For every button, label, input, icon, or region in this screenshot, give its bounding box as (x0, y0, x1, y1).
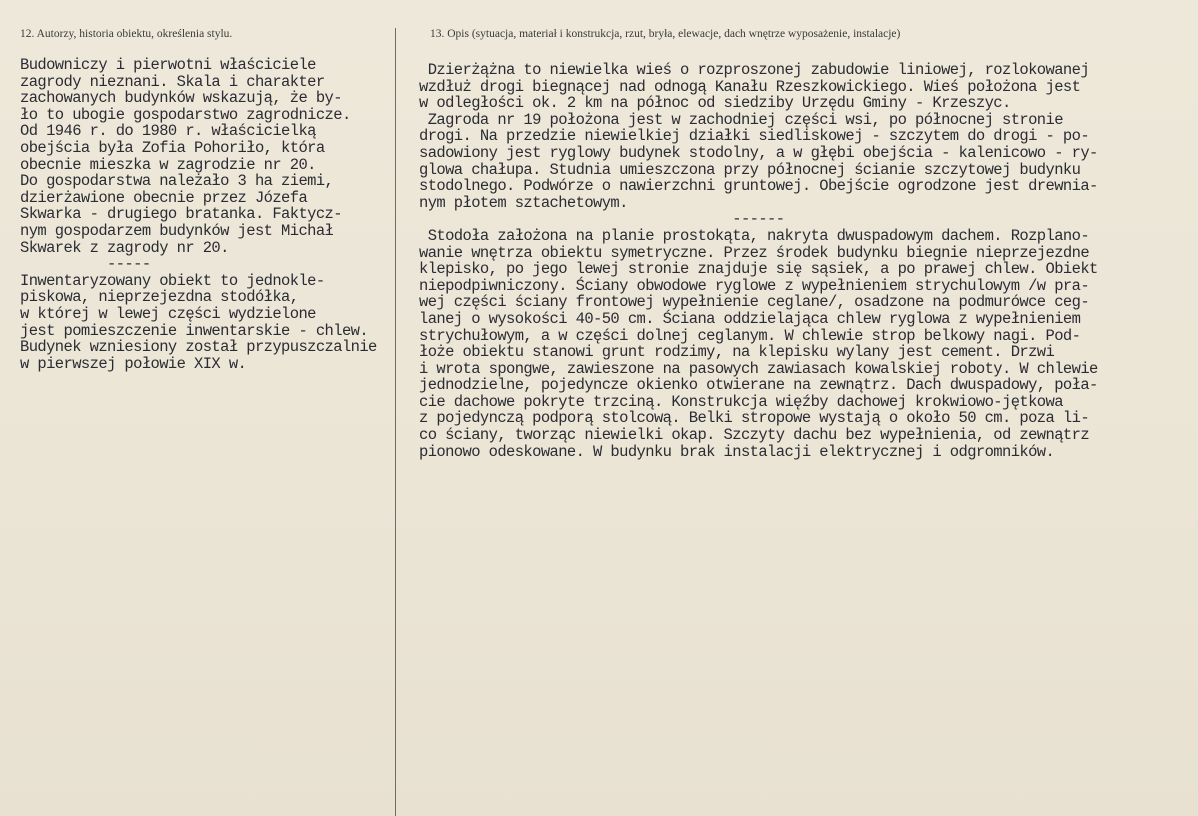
text-line: w pierwszej połowie XIX w. (20, 354, 247, 373)
text-line: strychułowym, a w części dolnej ceglanym. W chlewie strop belkowy nagi. Pod- (419, 326, 1081, 345)
text-line: Skwarek z zagrody nr 20. (20, 238, 229, 257)
text-line: w odległości ok. 2 km na północ od siedziby Urzędu Gminy - Krzeszyc. (419, 94, 1011, 113)
text-line: co ściany, tworząc niewielki okap. Szczyty dachu bez wypełnienia, od zewnątrz (419, 426, 1090, 445)
text-line: Budynek wzniesiony został przypuszczalnie (20, 338, 377, 357)
column-divider (395, 28, 396, 816)
text-line: cie dachowe pokryte trzciną. Konstrukcja więźby dachowej krokwiowo-jętkowa (419, 392, 1063, 411)
text-line: glowa chałupa. Studnia umieszczona przy północnej ścianie szczytowej budynku (419, 160, 1081, 179)
text-line: piskowa, nieprzejezdna stodółka, (20, 288, 299, 307)
text-line: i wrota spongwe, zawieszone na pasowych zawiasach kowalskiej roboty. W chlewie (419, 359, 1098, 378)
text-line: dzierżawione obecnie przez Józefa (20, 188, 308, 207)
text-line: nym płotem sztachetowym. (419, 193, 628, 212)
text-line: ----- (20, 255, 151, 274)
text-line: ło to ubogie gospodarstwo zagrodnicze. (20, 105, 351, 124)
text-line: ------ (419, 210, 785, 229)
text-line: Od 1946 r. do 1980 r. właścicielką (20, 122, 316, 141)
text-line: wzdłuż drogi biegnącej nad odnogą Kanału Rzeszkowickiego. Wieś położona jest (419, 77, 1081, 96)
text-line: Skwarka - drugiego bratanka. Faktycz- (20, 205, 342, 224)
text-line: lanej o wysokości 40-50 cm. Ściana oddzielająca chlew ryglowa z wypełnieniem (419, 309, 1081, 328)
text-line: jednodzielne, pojedyncze okienko otwierane na zewnątrz. Dach dwuspadowy, poła- (419, 376, 1098, 395)
text-line: pionowo odeskowane. W budynku brak instalacji elektrycznej i odgromników. (419, 442, 1055, 461)
text-line: Budowniczy i pierwotni właściciele (20, 56, 316, 74)
text-line: Dzierżążna to niewielka wieś o rozproszonej zabudowie liniowej, rozlokowanej (419, 61, 1090, 79)
text-line: jest pomieszczenie inwentarskie - chlew. (20, 321, 369, 340)
text-line: drogi. Na przedzie niewielkiej działki siedliskowej - szczytem do drogi - po- (419, 127, 1090, 146)
section-12-header: 12. Autorzy, historia obiektu, określenia stylu. (20, 28, 233, 40)
text-line: w której w lewej części wydzielone (20, 304, 316, 323)
text-line: obecnie mieszka w zagrodzie nr 20. (20, 155, 316, 174)
text-line: klepisko, po jego lewej stronie znajduje się sąsiek, a po prawej chlew. Obiekt (419, 260, 1098, 279)
text-line: niepodpiwniczony. Ściany obwodowe ryglowe z wypełnieniem strychulowym /w pra- (419, 276, 1090, 295)
description-text (419, 62, 1098, 460)
text-line: Stodoła założona na planie prostokąta, nakryta dwuspadowym dachem. Rozplano- (419, 226, 1090, 245)
text-line: wej części ściany frontowej wypełnienie ceglane/, osadzone na podmurówce ceg- (419, 293, 1090, 312)
text-line: łoże obiektu stanowi grunt rodzimy, na klepisku wylany jest cement. Drzwi (419, 343, 1055, 362)
history-text (20, 57, 377, 372)
text-line: z pojedynczą podporą stolcową. Belki stropowe wystają o około 50 cm. poza li- (419, 409, 1090, 428)
text-line: Zagroda nr 19 położona jest w zachodniej części wsi, po północnej stronie (419, 110, 1063, 129)
text-line: stodolnego. Podwórze o nawierzchni gruntowej. Obejście ogrodzone jest drewnia- (419, 177, 1098, 196)
text-line: zachowanych budynków wskazują, że by- (20, 89, 342, 108)
text-line: zagrody nieznani. Skala i charakter (20, 72, 325, 91)
text-line: wanie wnętrza obiektu symetryczne. Przez środek budynku biegnie nieprzejezdne (419, 243, 1090, 262)
text-line: sadowiony jest ryglowy budynek stodolny, a w głębi obejścia - kalenicowo - ry- (419, 143, 1098, 162)
text-line: nym gospodarzem budynków jest Michał (20, 221, 334, 240)
text-line: Inwentaryzowany obiekt to jednokle- (20, 271, 325, 290)
section-13-header: 13. Opis (sytuacja, materiał i konstrukcja, rzut, bryła, elewacje, dach wnętrze wyposażenie, instalacje) (430, 28, 901, 40)
text-line: Do gospodarstwa należało 3 ha ziemi, (20, 172, 334, 191)
text-line: obejścia była Zofia Pohoriło, która (20, 138, 325, 157)
